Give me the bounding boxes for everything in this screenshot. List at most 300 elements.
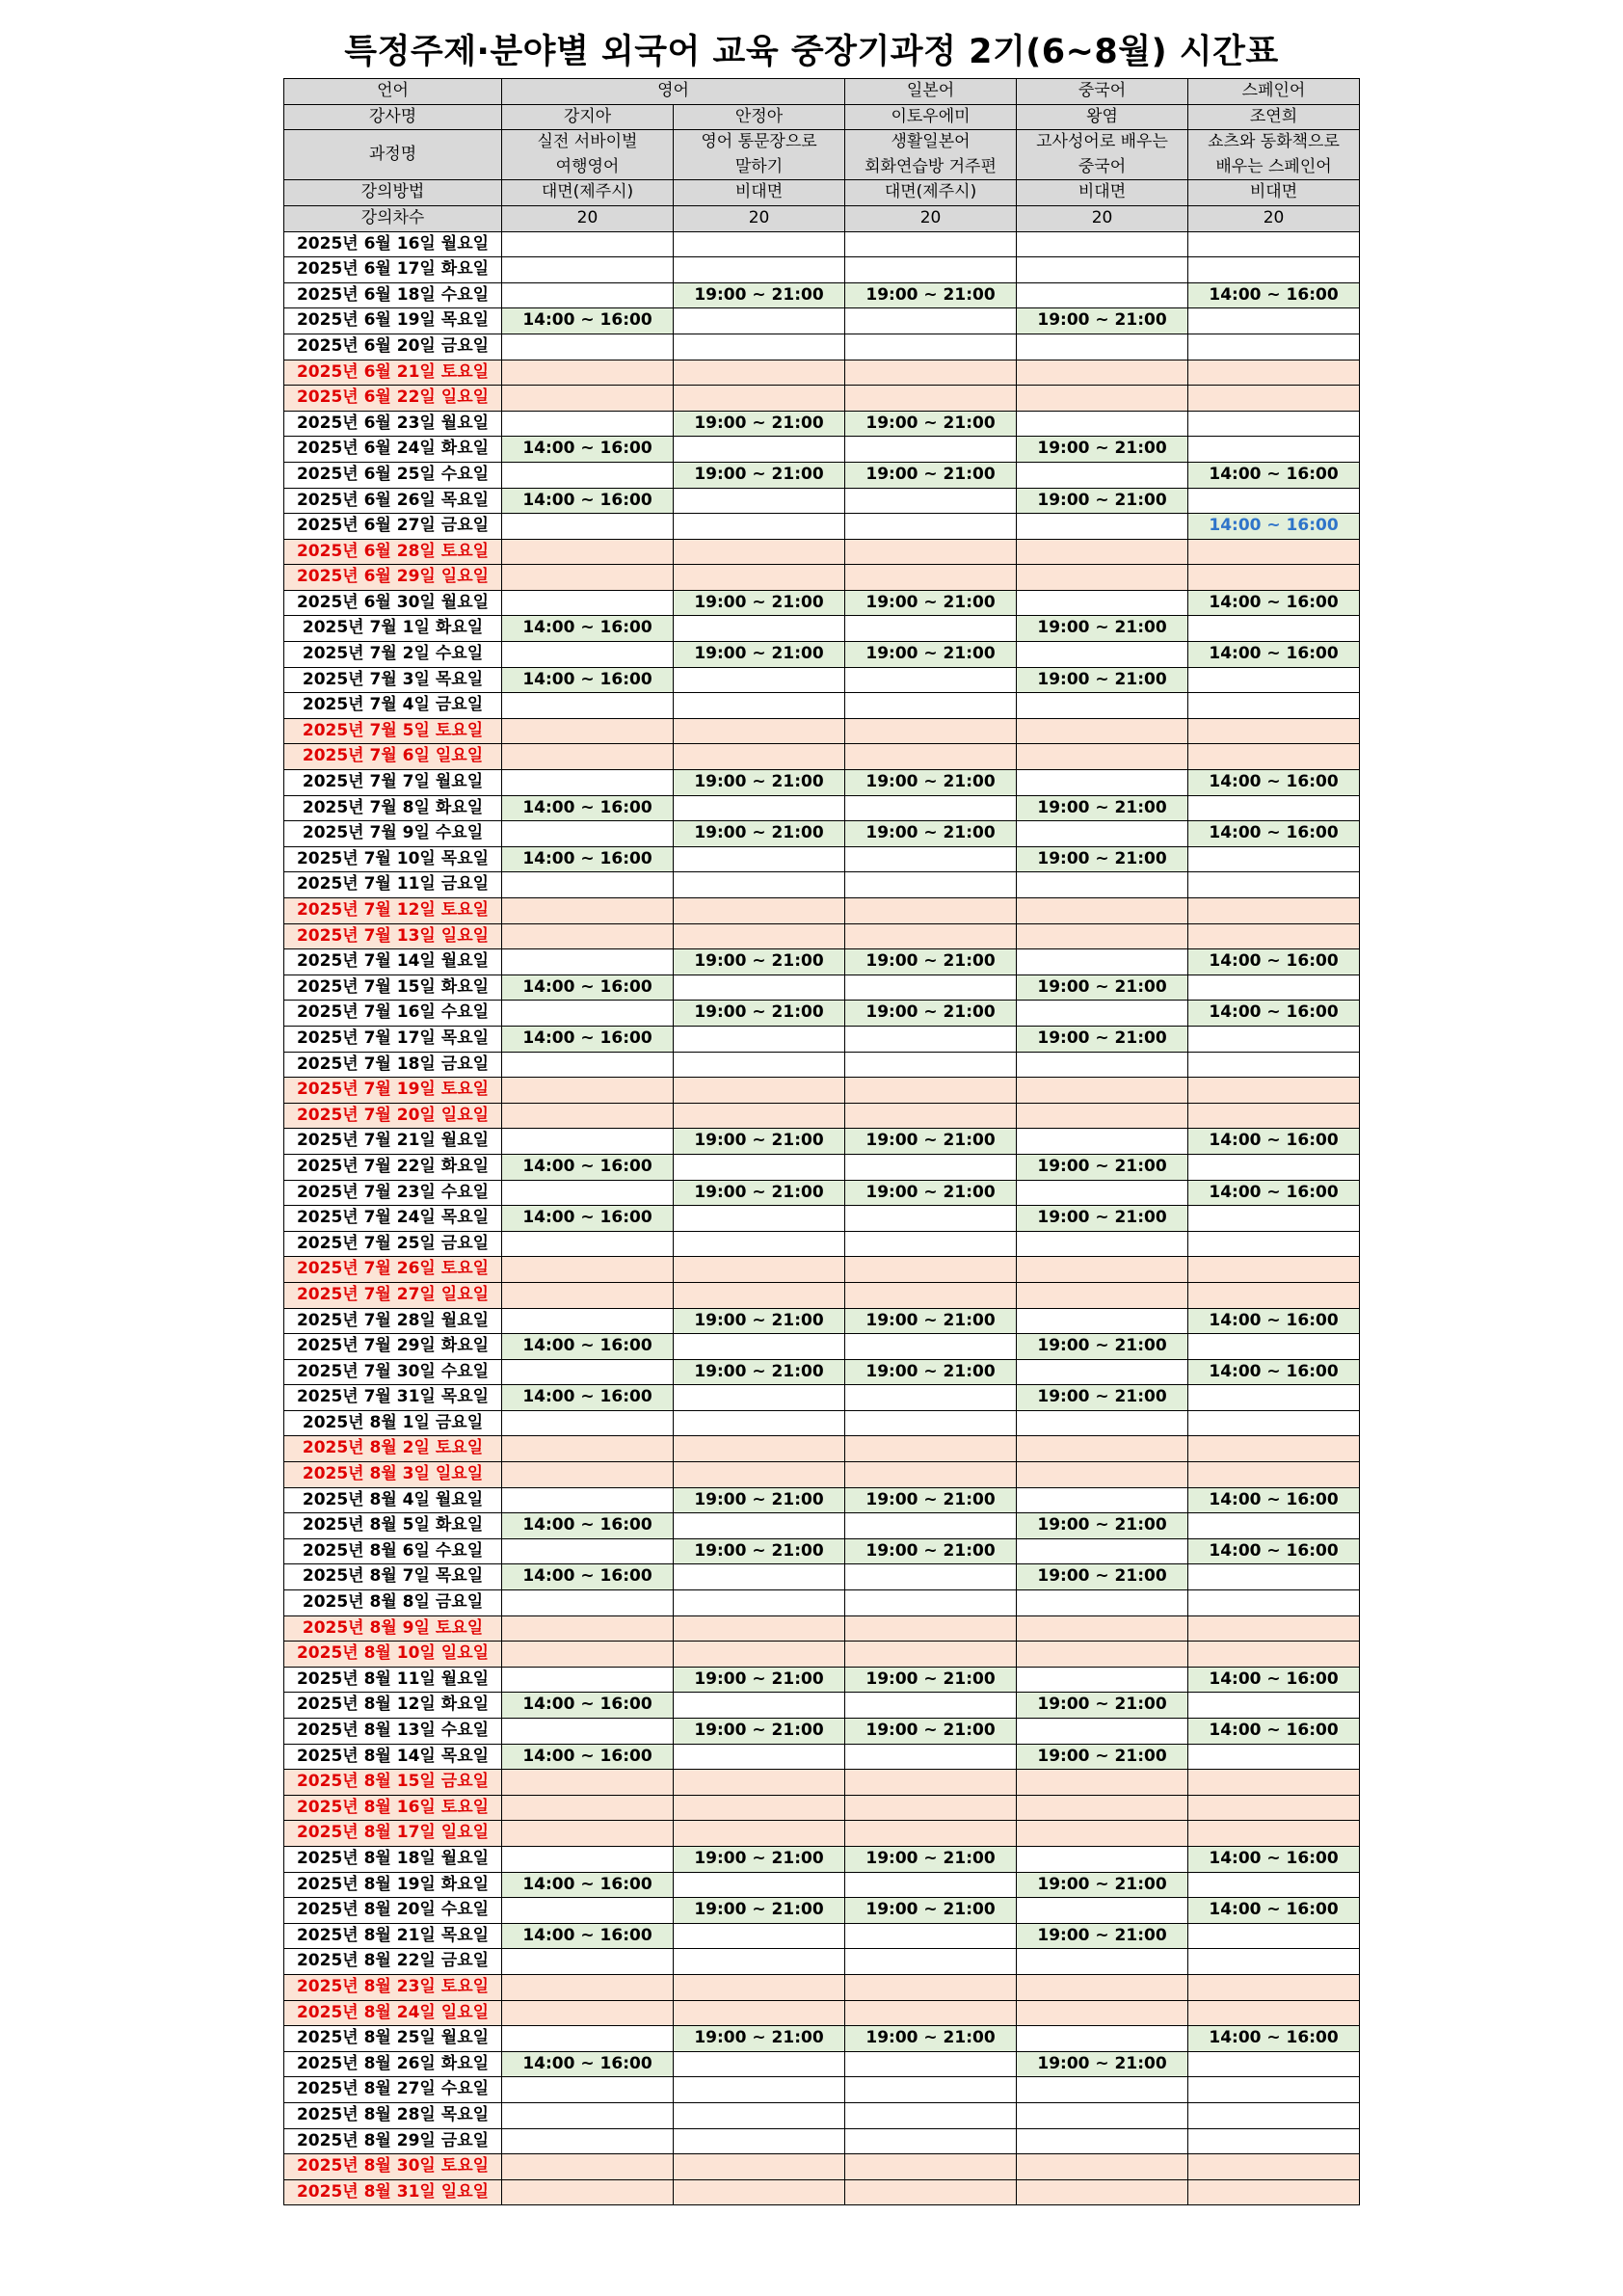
header-instructor: 조연희 [1188, 104, 1360, 130]
empty-slot [502, 693, 674, 719]
schedule-row [284, 1898, 1360, 1924]
date-cell: 2025년 6월 16일 월요일 [284, 231, 502, 257]
header-sessions: 20 [502, 205, 674, 231]
empty-slot [1017, 2077, 1188, 2103]
empty-slot [1017, 770, 1188, 796]
date-cell: 2025년 7월 9일 수요일 [284, 821, 502, 847]
class-slot: 19:00 ~ 21:00 [1017, 1385, 1188, 1411]
class-slot: 19:00 ~ 21:00 [845, 462, 1017, 488]
class-slot: 19:00 ~ 21:00 [674, 1846, 845, 1872]
empty-slot [674, 1282, 845, 1308]
class-slot: 19:00 ~ 21:00 [1017, 1693, 1188, 1719]
schedule-row [284, 1667, 1360, 1693]
header-instructor: 왕염 [1017, 104, 1188, 130]
header-course [1188, 130, 1360, 180]
course-line-1: 고사성어로 배우는 [1036, 132, 1168, 152]
class-slot: 19:00 ~ 21:00 [845, 770, 1017, 796]
class-slot: 14:00 ~ 16:00 [1188, 770, 1360, 796]
date-cell: 2025년 7월 7일 월요일 [284, 770, 502, 796]
date-cell: 2025년 8월 25일 월요일 [284, 2026, 502, 2052]
empty-slot [1188, 2051, 1360, 2077]
date-cell: 2025년 8월 6일 수요일 [284, 1538, 502, 1564]
date-cell: 2025년 7월 15일 화요일 [284, 974, 502, 1001]
schedule-row-holiday [284, 923, 1360, 949]
class-slot: 19:00 ~ 21:00 [674, 1129, 845, 1155]
empty-slot [502, 1821, 674, 1847]
empty-slot [674, 1410, 845, 1436]
schedule-row [284, 1180, 1360, 1206]
class-slot: 19:00 ~ 21:00 [845, 1846, 1017, 1872]
schedule-row [284, 2128, 1360, 2154]
empty-slot [1017, 1410, 1188, 1436]
empty-slot [845, 539, 1017, 565]
header-row-method [284, 180, 1360, 206]
course-line-2: 여행영어 [555, 156, 620, 176]
empty-slot [674, 1436, 845, 1462]
empty-slot [1188, 1923, 1360, 1949]
schedule-row-holiday [284, 1078, 1360, 1104]
empty-slot [845, 2179, 1017, 2205]
header-method: 비대면 [674, 180, 845, 206]
empty-slot [845, 898, 1017, 924]
class-slot: 19:00 ~ 21:00 [674, 1001, 845, 1027]
date-cell: 2025년 7월 28일 월요일 [284, 1308, 502, 1334]
empty-slot [1188, 2102, 1360, 2128]
date-cell: 2025년 6월 27일 금요일 [284, 514, 502, 540]
empty-slot [1188, 744, 1360, 770]
empty-slot [502, 1487, 674, 1513]
empty-slot [1017, 386, 1188, 412]
empty-slot [1188, 872, 1360, 898]
empty-slot [674, 872, 845, 898]
schedule-row [284, 257, 1360, 283]
empty-slot [502, 2179, 674, 2205]
date-cell: 2025년 6월 24일 화요일 [284, 437, 502, 463]
date-cell: 2025년 7월 1일 화요일 [284, 616, 502, 642]
date-cell: 2025년 6월 18일 수요일 [284, 282, 502, 308]
class-slot: 14:00 ~ 16:00 [1188, 1846, 1360, 1872]
header-label-instructor: 강사명 [284, 104, 502, 130]
empty-slot [1188, 257, 1360, 283]
empty-slot [1017, 693, 1188, 719]
header-course [1017, 130, 1188, 180]
empty-slot [1188, 2077, 1360, 2103]
empty-slot [845, 1206, 1017, 1232]
date-cell: 2025년 8월 27일 수요일 [284, 2077, 502, 2103]
date-cell: 2025년 7월 14일 월요일 [284, 949, 502, 975]
empty-slot [674, 1052, 845, 1078]
empty-slot [1188, 1693, 1360, 1719]
empty-slot [1017, 1231, 1188, 1257]
empty-slot [1188, 360, 1360, 386]
empty-slot [1188, 2179, 1360, 2205]
empty-slot [1017, 1001, 1188, 1027]
header-sessions: 20 [1188, 205, 1360, 231]
empty-slot [845, 1078, 1017, 1104]
empty-slot [1017, 1487, 1188, 1513]
class-slot: 19:00 ~ 21:00 [1017, 1923, 1188, 1949]
empty-slot [845, 795, 1017, 821]
empty-slot [1017, 1846, 1188, 1872]
empty-slot [845, 1334, 1017, 1360]
class-slot: 14:00 ~ 16:00 [502, 437, 674, 463]
empty-slot [1017, 1282, 1188, 1308]
empty-slot [674, 1744, 845, 1770]
class-slot: 19:00 ~ 21:00 [1017, 795, 1188, 821]
schedule-row [284, 872, 1360, 898]
empty-slot [845, 667, 1017, 693]
date-cell: 2025년 6월 29일 일요일 [284, 565, 502, 591]
schedule-row-holiday [284, 2000, 1360, 2026]
date-cell: 2025년 7월 16일 수요일 [284, 1001, 502, 1027]
empty-slot [1017, 1974, 1188, 2000]
header-label-sessions: 강의차수 [284, 205, 502, 231]
date-cell: 2025년 8월 28일 목요일 [284, 2102, 502, 2128]
empty-slot [502, 1231, 674, 1257]
class-slot: 14:00 ~ 16:00 [1188, 1487, 1360, 1513]
class-slot: 14:00 ~ 16:00 [502, 1206, 674, 1232]
header-course [845, 130, 1017, 180]
schedule-row [284, 846, 1360, 872]
class-slot: 19:00 ~ 21:00 [674, 411, 845, 437]
class-slot: 14:00 ~ 16:00 [1188, 642, 1360, 668]
empty-slot [674, 693, 845, 719]
class-slot: 19:00 ~ 21:00 [1017, 308, 1188, 334]
class-slot: 19:00 ~ 21:00 [1017, 2051, 1188, 2077]
schedule-row-holiday [284, 1615, 1360, 1642]
empty-slot [845, 1949, 1017, 1975]
class-slot: 14:00 ~ 16:00 [502, 667, 674, 693]
class-slot: 19:00 ~ 21:00 [1017, 974, 1188, 1001]
empty-slot [502, 1078, 674, 1104]
class-slot: 14:00 ~ 16:00 [502, 1154, 674, 1180]
empty-slot [502, 386, 674, 412]
date-cell: 2025년 7월 27일 일요일 [284, 1282, 502, 1308]
date-cell: 2025년 8월 13일 수요일 [284, 1719, 502, 1745]
header-language-spanish: 스페인어 [1188, 79, 1360, 105]
class-slot: 19:00 ~ 21:00 [845, 1001, 1017, 1027]
date-cell: 2025년 7월 29일 화요일 [284, 1334, 502, 1360]
empty-slot [674, 667, 845, 693]
date-cell: 2025년 6월 21일 토요일 [284, 360, 502, 386]
empty-slot [674, 2128, 845, 2154]
date-cell: 2025년 8월 15일 금요일 [284, 1770, 502, 1796]
schedule-row [284, 1385, 1360, 1411]
schedule-row-holiday [284, 1974, 1360, 2000]
class-slot: 19:00 ~ 21:00 [674, 1898, 845, 1924]
class-slot: 14:00 ~ 16:00 [502, 616, 674, 642]
schedule-row-holiday [284, 2179, 1360, 2205]
empty-slot [1188, 1615, 1360, 1642]
class-slot: 19:00 ~ 21:00 [845, 1538, 1017, 1564]
schedule-row [284, 590, 1360, 616]
schedule-row [284, 770, 1360, 796]
date-cell: 2025년 7월 5일 토요일 [284, 718, 502, 744]
empty-slot [1188, 1154, 1360, 1180]
empty-slot [845, 334, 1017, 360]
empty-slot [845, 360, 1017, 386]
schedule-row [284, 1154, 1360, 1180]
empty-slot [845, 616, 1017, 642]
class-slot: 19:00 ~ 21:00 [1017, 1513, 1188, 1539]
class-slot: 14:00 ~ 16:00 [502, 1385, 674, 1411]
empty-slot [845, 2128, 1017, 2154]
empty-slot [1017, 2102, 1188, 2128]
schedule-row [284, 1001, 1360, 1027]
empty-slot [1017, 590, 1188, 616]
empty-slot [1188, 1590, 1360, 1616]
class-slot: 19:00 ~ 21:00 [845, 1359, 1017, 1385]
header-language-english: 영어 [502, 79, 845, 105]
schedule-row-holiday [284, 1436, 1360, 1462]
schedule-row-holiday [284, 1103, 1360, 1129]
empty-slot [1017, 1615, 1188, 1642]
date-cell: 2025년 7월 10일 목요일 [284, 846, 502, 872]
schedule-row-holiday [284, 1642, 1360, 1668]
class-slot: 14:00 ~ 16:00 [1188, 1180, 1360, 1206]
schedule-row [284, 308, 1360, 334]
class-slot: 19:00 ~ 21:00 [1017, 846, 1188, 872]
empty-slot [674, 898, 845, 924]
schedule-row-holiday [284, 360, 1360, 386]
empty-slot [502, 334, 674, 360]
schedule-row [284, 462, 1360, 488]
empty-slot [845, 2154, 1017, 2180]
empty-slot [674, 1564, 845, 1590]
class-slot: 19:00 ~ 21:00 [1017, 437, 1188, 463]
date-cell: 2025년 7월 2일 수요일 [284, 642, 502, 668]
empty-slot [845, 974, 1017, 1001]
schedule-row [284, 231, 1360, 257]
empty-slot [845, 1231, 1017, 1257]
empty-slot [1017, 744, 1188, 770]
empty-slot [1017, 1103, 1188, 1129]
schedule-row [284, 1564, 1360, 1590]
empty-slot [674, 1206, 845, 1232]
class-slot: 19:00 ~ 21:00 [674, 642, 845, 668]
class-slot: 14:00 ~ 16:00 [502, 2051, 674, 2077]
class-slot: 19:00 ~ 21:00 [1017, 1334, 1188, 1360]
header-label-course: 과정명 [284, 130, 502, 180]
empty-slot [1188, 308, 1360, 334]
empty-slot [1017, 1436, 1188, 1462]
header-course [674, 130, 845, 180]
empty-slot [502, 1898, 674, 1924]
empty-slot [1017, 1770, 1188, 1796]
empty-slot [1188, 898, 1360, 924]
header-method: 대면(제주시) [845, 180, 1017, 206]
schedule-row [284, 1590, 1360, 1616]
header-language-japanese: 일본어 [845, 79, 1017, 105]
empty-slot [1188, 1821, 1360, 1847]
empty-slot [502, 1462, 674, 1488]
empty-slot [674, 1642, 845, 1668]
empty-slot [1188, 539, 1360, 565]
empty-slot [674, 616, 845, 642]
date-cell: 2025년 7월 19일 토요일 [284, 1078, 502, 1104]
empty-slot [674, 565, 845, 591]
empty-slot [1017, 2179, 1188, 2205]
empty-slot [845, 1103, 1017, 1129]
empty-slot [1188, 386, 1360, 412]
header-course [502, 130, 674, 180]
empty-slot [845, 1410, 1017, 1436]
empty-slot [674, 974, 845, 1001]
schedule-row [284, 1129, 1360, 1155]
empty-slot [674, 795, 845, 821]
empty-slot [502, 257, 674, 283]
empty-slot [674, 1462, 845, 1488]
empty-slot [1188, 667, 1360, 693]
empty-slot [1188, 1282, 1360, 1308]
date-cell: 2025년 8월 5일 화요일 [284, 1513, 502, 1539]
date-cell: 2025년 8월 23일 토요일 [284, 1974, 502, 2000]
empty-slot [1188, 231, 1360, 257]
schedule-table [283, 78, 1360, 2205]
empty-slot [1017, 2128, 1188, 2154]
empty-slot [674, 1770, 845, 1796]
date-cell: 2025년 7월 24일 목요일 [284, 1206, 502, 1232]
empty-slot [674, 846, 845, 872]
empty-slot [1188, 693, 1360, 719]
empty-slot [502, 744, 674, 770]
schedule-row-holiday [284, 1462, 1360, 1488]
empty-slot [845, 1564, 1017, 1590]
schedule-row-holiday [284, 386, 1360, 412]
empty-slot [1188, 1513, 1360, 1539]
date-cell: 2025년 7월 13일 일요일 [284, 923, 502, 949]
empty-slot [1188, 1257, 1360, 1283]
empty-slot [1017, 821, 1188, 847]
class-slot: 19:00 ~ 21:00 [1017, 1154, 1188, 1180]
empty-slot [845, 2000, 1017, 2026]
empty-slot [674, 308, 845, 334]
class-slot: 14:00 ~ 16:00 [502, 1513, 674, 1539]
schedule-row [284, 693, 1360, 719]
empty-slot [1188, 1206, 1360, 1232]
empty-slot [845, 1923, 1017, 1949]
schedule-row-holiday [284, 1795, 1360, 1821]
empty-slot [674, 1872, 845, 1898]
schedule-row-holiday [284, 744, 1360, 770]
schedule-row-holiday [284, 1257, 1360, 1283]
schedule-row [284, 642, 1360, 668]
empty-slot [502, 872, 674, 898]
empty-slot [1017, 1795, 1188, 1821]
date-cell: 2025년 8월 20일 수요일 [284, 1898, 502, 1924]
date-cell: 2025년 6월 23일 월요일 [284, 411, 502, 437]
date-cell: 2025년 8월 1일 금요일 [284, 1410, 502, 1436]
empty-slot [674, 718, 845, 744]
schedule-row [284, 1410, 1360, 1436]
empty-slot [502, 1770, 674, 1796]
empty-slot [845, 2102, 1017, 2128]
empty-slot [674, 2051, 845, 2077]
empty-slot [845, 718, 1017, 744]
empty-slot [502, 539, 674, 565]
class-slot: 19:00 ~ 21:00 [674, 462, 845, 488]
schedule-row [284, 1949, 1360, 1975]
schedule-row [284, 974, 1360, 1001]
date-cell: 2025년 8월 19일 화요일 [284, 1872, 502, 1898]
empty-slot [1017, 360, 1188, 386]
date-cell: 2025년 8월 14일 목요일 [284, 1744, 502, 1770]
empty-slot [502, 1359, 674, 1385]
empty-slot [1017, 334, 1188, 360]
class-slot: 19:00 ~ 21:00 [674, 1359, 845, 1385]
course-line-2: 중국어 [1078, 156, 1127, 176]
schedule-row [284, 821, 1360, 847]
class-slot: 19:00 ~ 21:00 [1017, 1872, 1188, 1898]
date-cell: 2025년 8월 12일 화요일 [284, 1693, 502, 1719]
schedule-row [284, 1487, 1360, 1513]
empty-slot [674, 488, 845, 514]
header-instructor: 안정아 [674, 104, 845, 130]
class-slot: 14:00 ~ 16:00 [1188, 1308, 1360, 1334]
empty-slot [674, 1257, 845, 1283]
empty-slot [1188, 974, 1360, 1001]
empty-slot [502, 1846, 674, 1872]
class-slot: 14:00 ~ 16:00 [1188, 514, 1360, 540]
empty-slot [674, 1590, 845, 1616]
course-line-2: 회화연습방 거주편 [865, 156, 997, 176]
empty-slot [1188, 1744, 1360, 1770]
empty-slot [502, 821, 674, 847]
date-cell: 2025년 8월 24일 일요일 [284, 2000, 502, 2026]
class-slot: 19:00 ~ 21:00 [845, 1487, 1017, 1513]
empty-slot [845, 1385, 1017, 1411]
empty-slot [845, 1462, 1017, 1488]
date-cell: 2025년 7월 30일 수요일 [284, 1359, 502, 1385]
empty-slot [502, 2154, 674, 2180]
class-slot: 19:00 ~ 21:00 [674, 1719, 845, 1745]
schedule-row [284, 2026, 1360, 2052]
schedule-row-holiday [284, 898, 1360, 924]
class-slot: 14:00 ~ 16:00 [502, 1564, 674, 1590]
empty-slot [1017, 949, 1188, 975]
empty-slot [1017, 2026, 1188, 2052]
date-cell: 2025년 7월 4일 금요일 [284, 693, 502, 719]
class-slot: 14:00 ~ 16:00 [502, 1334, 674, 1360]
date-cell: 2025년 8월 31일 일요일 [284, 2179, 502, 2205]
empty-slot [674, 1154, 845, 1180]
empty-slot [845, 308, 1017, 334]
date-cell: 2025년 7월 31일 목요일 [284, 1385, 502, 1411]
schedule-row [284, 616, 1360, 642]
schedule-row-holiday [284, 718, 1360, 744]
date-cell: 2025년 6월 22일 일요일 [284, 386, 502, 412]
empty-slot [674, 1231, 845, 1257]
header-sessions: 20 [845, 205, 1017, 231]
empty-slot [502, 1615, 674, 1642]
date-cell: 2025년 7월 23일 수요일 [284, 1180, 502, 1206]
schedule-row [284, 949, 1360, 975]
class-slot: 19:00 ~ 21:00 [845, 282, 1017, 308]
class-slot: 19:00 ~ 21:00 [674, 770, 845, 796]
date-cell: 2025년 7월 8일 화요일 [284, 795, 502, 821]
empty-slot [502, 949, 674, 975]
empty-slot [502, 2077, 674, 2103]
class-slot: 14:00 ~ 16:00 [502, 974, 674, 1001]
empty-slot [845, 744, 1017, 770]
empty-slot [502, 1410, 674, 1436]
schedule-row [284, 1334, 1360, 1360]
empty-slot [1017, 1359, 1188, 1385]
schedule-row [284, 1359, 1360, 1385]
empty-slot [1188, 2154, 1360, 2180]
header-language-chinese: 중국어 [1017, 79, 1188, 105]
empty-slot [1017, 1642, 1188, 1668]
